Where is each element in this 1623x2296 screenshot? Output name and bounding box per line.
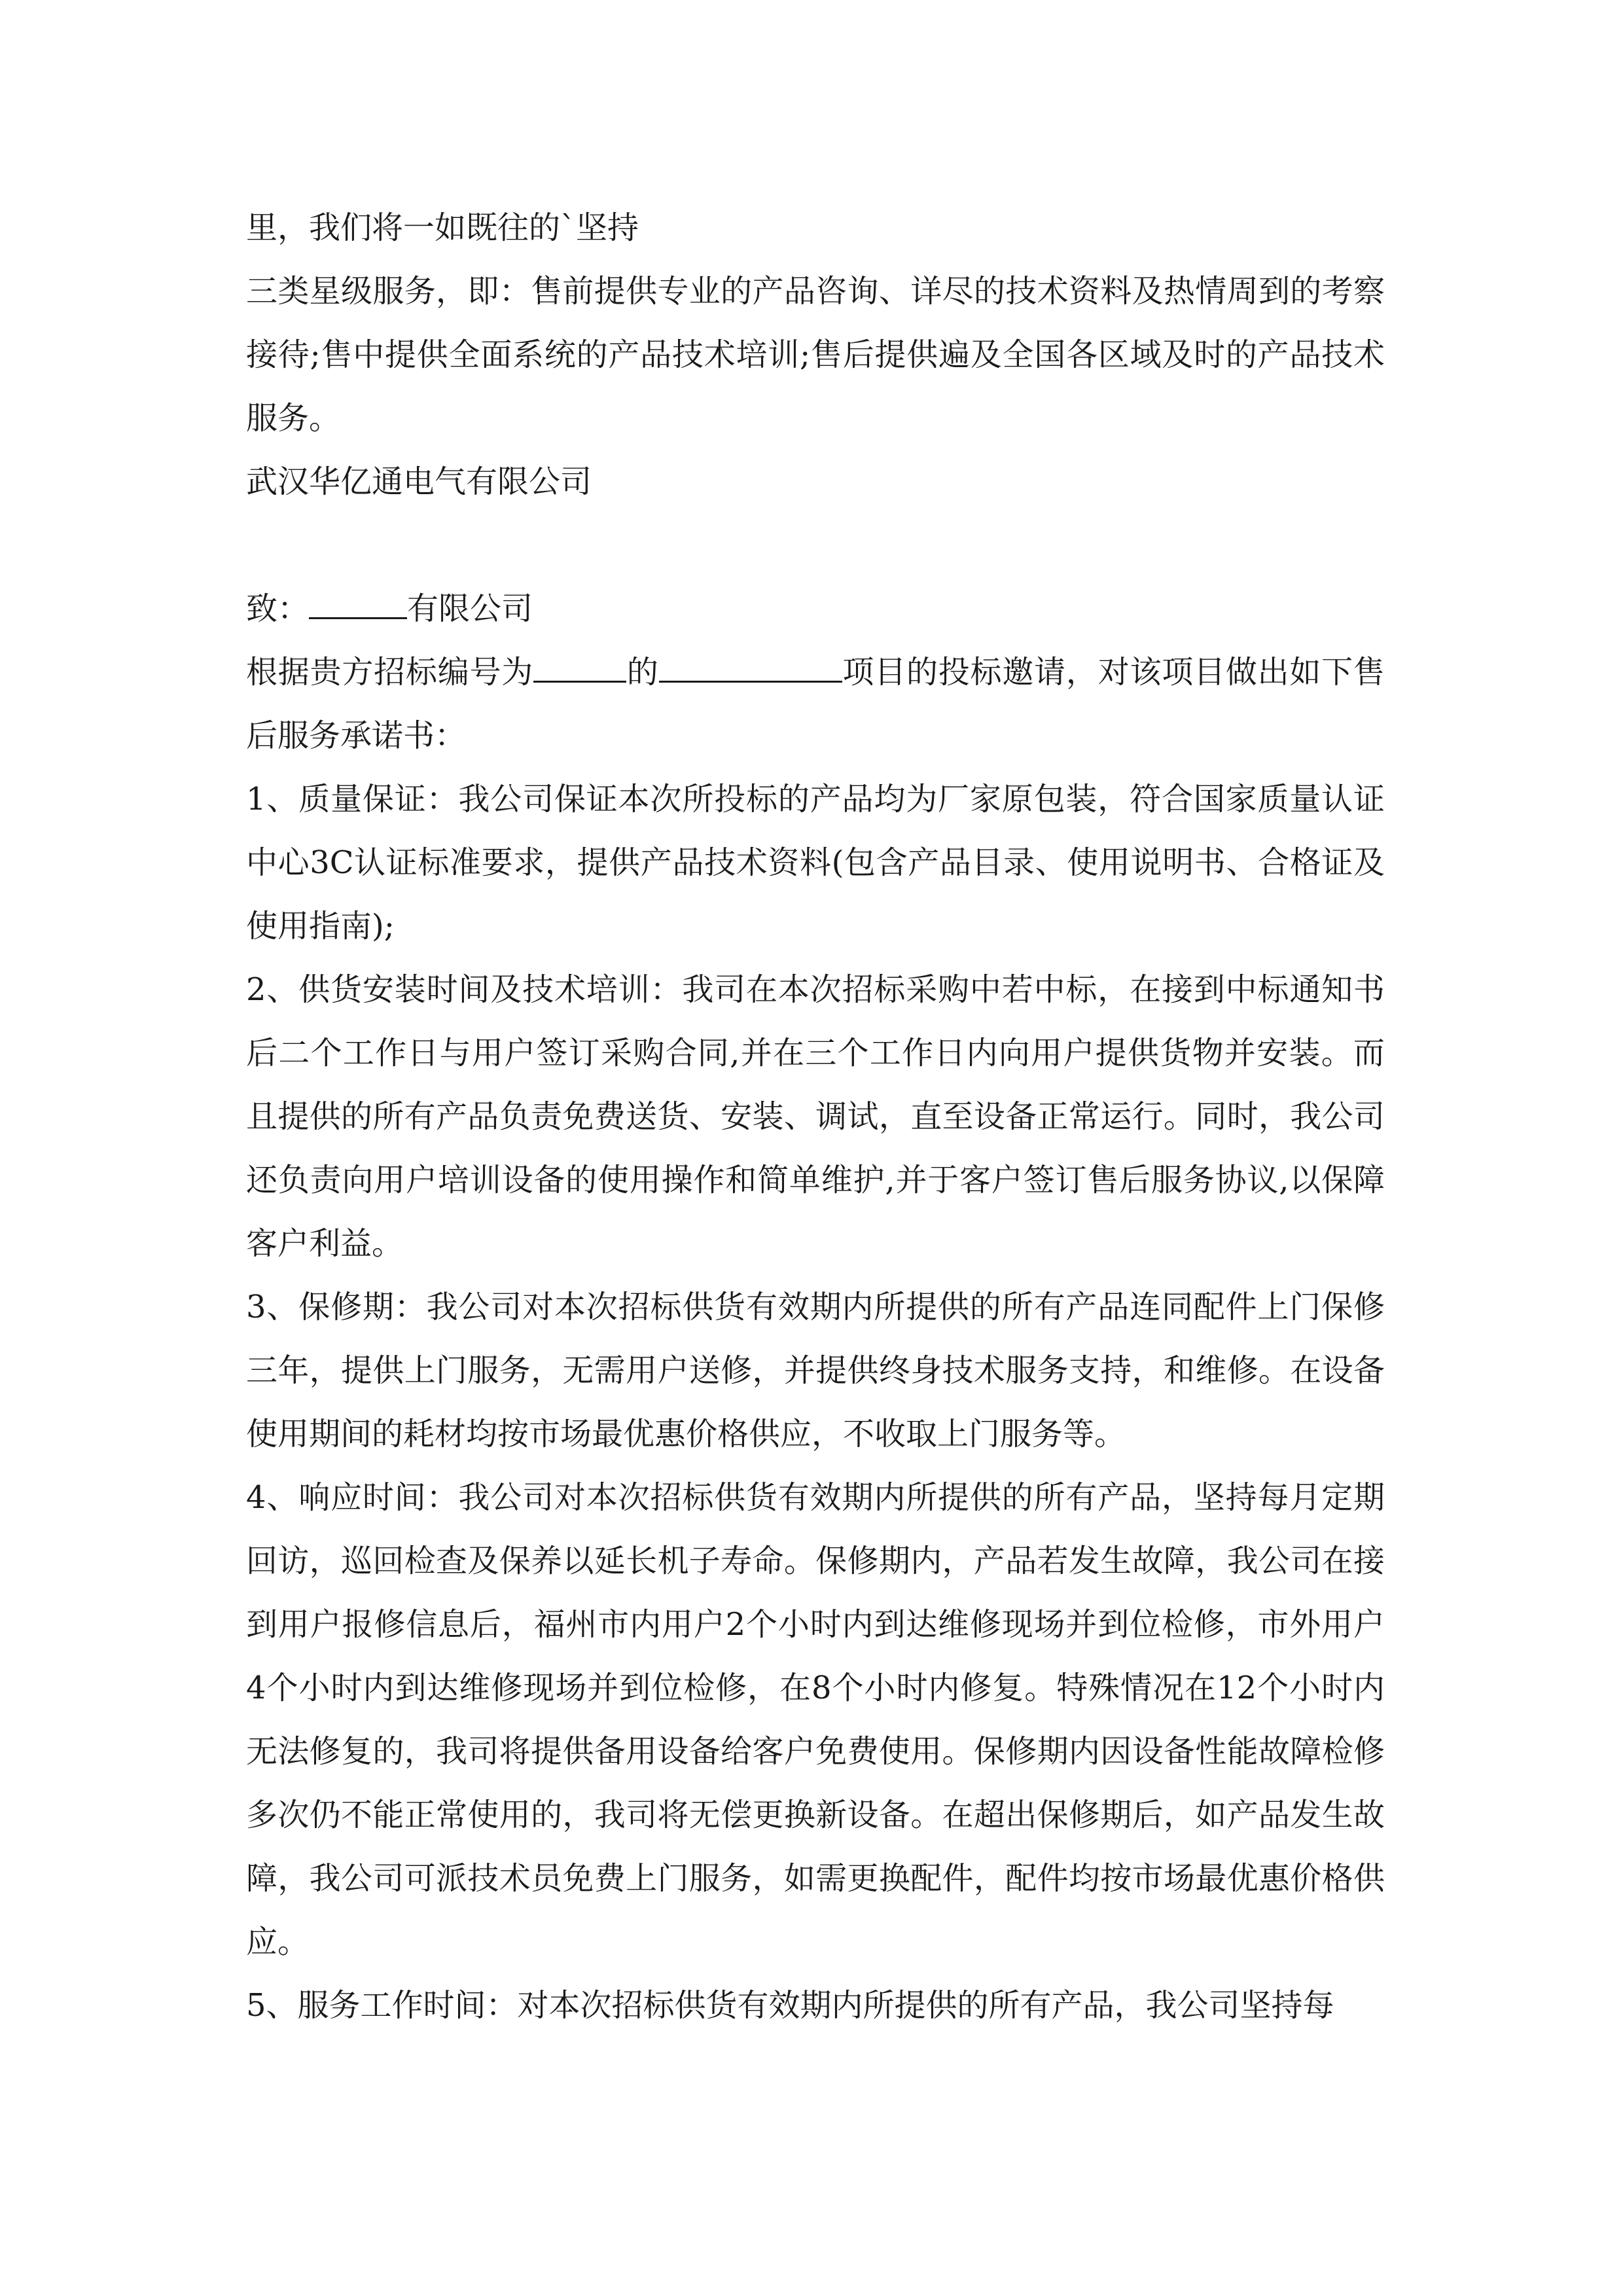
project-name-blank xyxy=(659,644,842,683)
section-gap xyxy=(246,514,1385,577)
salutation-line xyxy=(246,577,1385,641)
salutation-suffix: 有限公司 xyxy=(407,590,533,627)
document-body xyxy=(246,196,1385,2037)
intro-line-1: 里，我们将一如既往的`坚持 xyxy=(246,209,639,246)
bid-intro-part1: 根据贵方招标编号为 xyxy=(246,654,534,691)
clause-response-time: 4、响应时间：我公司对本次招标供货有效期内所提供的所有产品，坚持每月定期回访，巡回检查及保养以延长机子寿命。保修期内，产品若发生故障，我公司在接到用户报修信息后，福州市内用户2个小时内到达维修现场并到位检修，市外用户4个小时内到达维修现场并到位检修，在8个小时内修复。特殊情况在12个小时内无法修复的，我司将提供备用设备给客户免费使用。保修期内因设备性能故障检修多次仍不能正常使用的，我司将无偿更换新设备。在超出保修期后，如产品发生故障，我公司可派技术员免费上门服务，如需更换配件，配件均按市场最优惠价格供应。 xyxy=(246,1479,1385,1960)
clause-warranty-period: 3、保修期：我公司对本次招标供货有效期内所提供的所有产品连同配件上门保修三年，提供上门服务，无需用户送修，并提供终身技术服务支持，和维修。在设备使用期间的耗材均按市场最优惠价格供应，不收取上门服务等。 xyxy=(246,1289,1385,1452)
bid-intro-part2: 的 xyxy=(626,654,659,691)
clause-quality-guarantee: 1、质量保证：我公司保证本次所投标的产品均为厂家原包装，符合国家质量认证中心3C认证标准要求，提供产品技术资料(包含产品目录、使用说明书、合格证及使用指南); xyxy=(246,781,1385,944)
intro-service-paragraph: 三类星级服务，即：售前提供专业的产品咨询、详尽的技术资料及热情周到的考察接待;售中提供全面系统的产品技术培训;售后提供遍及全国各区域及时的产品技术服务。 xyxy=(246,273,1385,437)
bid-intro-part3: 项目的投标邀请，对该项目做出如下售后服务承诺书： xyxy=(246,654,1385,754)
clause-service-hours: 5、服务工作时间：对本次招标供货有效期内所提供的所有产品，我公司坚持每 xyxy=(246,1987,1334,2024)
bid-intro-paragraph xyxy=(246,641,1385,768)
clause-delivery-training: 2、供货安装时间及技术培训：我司在本次招标采购中若中标，在接到中标通知书后二个工作日与用户签订采购合同,并在三个工作日内向用户提供货物并安装。而且提供的所有产品负责免费送货、安装、调试，直至设备正常运行。同时，我公司还负责向用户培训设备的使用操作和简单维护,并于客户签订售后服务协议,以保障客户利益。 xyxy=(246,971,1385,1262)
bid-number-blank xyxy=(533,644,626,683)
salutation-prefix: 致： xyxy=(246,590,310,627)
company-name-blank xyxy=(309,581,407,619)
company-signature: 武汉华亿通电气有限公司 xyxy=(246,463,592,500)
